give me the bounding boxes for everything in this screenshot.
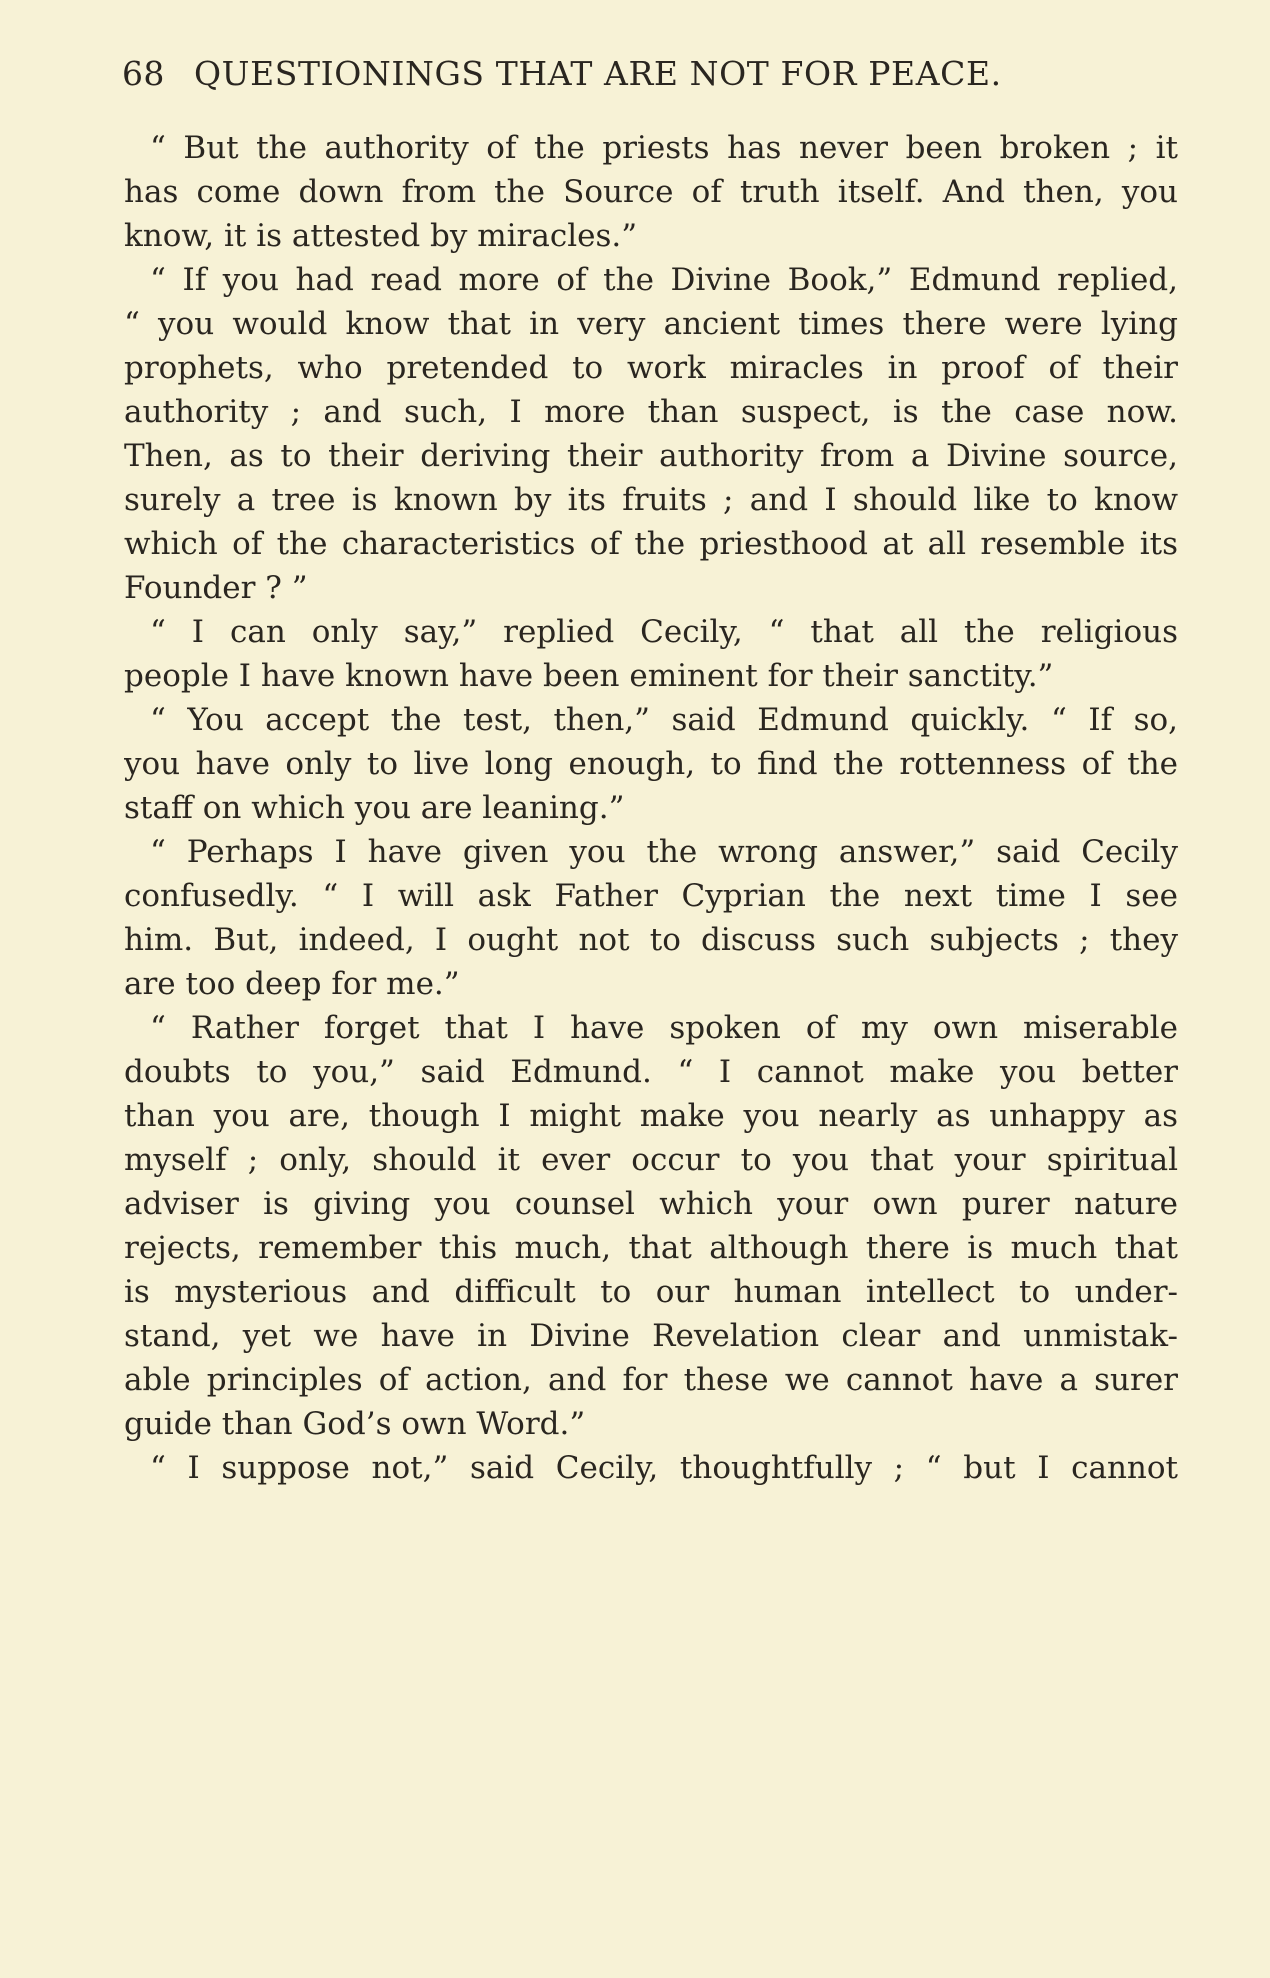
text-line: surely a tree is known by its fruits ; and I should like to know [124,482,1178,518]
page-number: 68 [122,54,165,93]
text-line: you have only to live long enough, to find the rottenness of the [124,746,1178,782]
text-line: Then, as to their deriving their authority from a Divine source, [124,438,1178,474]
text-line: “ You accept the test, then,” said Edmund quickly. “ If so, [150,702,1178,738]
text-line: staff on which you are leaning.” [124,790,625,826]
text-line: know, it is attested by miracles.” [124,218,638,254]
text-line: “ you would know that in very ancient times there were lying [124,306,1178,342]
text-line: guide than God’s own Word.” [124,1406,586,1442]
text-line: myself ; only, should it ever occur to you that your spiritual [124,1142,1178,1178]
text-line: doubts to you,” said Edmund. “ I cannot make you better [124,1054,1178,1090]
text-line: is mysterious and difficult to our human intellect to under- [124,1274,1178,1310]
text-line: than you are, though I might make you nearly as unhappy as [124,1098,1178,1134]
text-line: has come down from the Source of truth itself. And then, you [124,174,1178,210]
text-line: able principles of action, and for these we cannot have a surer [124,1362,1178,1398]
text-line: people I have known have been eminent for their sanctity.” [124,658,1054,694]
text-line: which of the characteristics of the priesthood at all resemble its [124,526,1178,562]
text-line: confusedly. “ I will ask Father Cyprian the next time I see [124,878,1178,914]
text-line: rejects, remember this much, that although there is much that [124,1230,1178,1266]
running-title: QUESTIONINGS THAT ARE NOT FOR PEACE. [194,54,1002,93]
text-line: authority ; and such, I more than suspect, is the case now. [124,394,1178,430]
text-line: are too deep for me.” [124,966,460,1002]
text-line: Founder ? ” [124,570,308,606]
text-line: “ If you had read more of the Divine Book,” Edmund replied, [150,262,1178,298]
text-line: “ I suppose not,” said Cecily, thoughtfully ; “ but I cannot [150,1450,1178,1486]
text-line: “ But the authority of the priests has never been broken ; it [150,130,1178,166]
running-head [122,52,1182,96]
text-line: “ Perhaps I have given you the wrong answer,” said Cecily [150,834,1178,870]
text-line: “ I can only say,” replied Cecily, “ that all the religious [150,614,1178,650]
text-line: adviser is giving you counsel which your own purer nature [124,1186,1178,1222]
text-line: prophets, who pretended to work miracles in proof of their [124,350,1178,386]
text-line: stand, yet we have in Divine Revelation clear and unmistak- [124,1318,1178,1354]
text-line: “ Rather forget that I have spoken of my own miserable [150,1010,1178,1046]
text-line: him. But, indeed, I ought not to discuss such subjects ; they [124,922,1178,958]
